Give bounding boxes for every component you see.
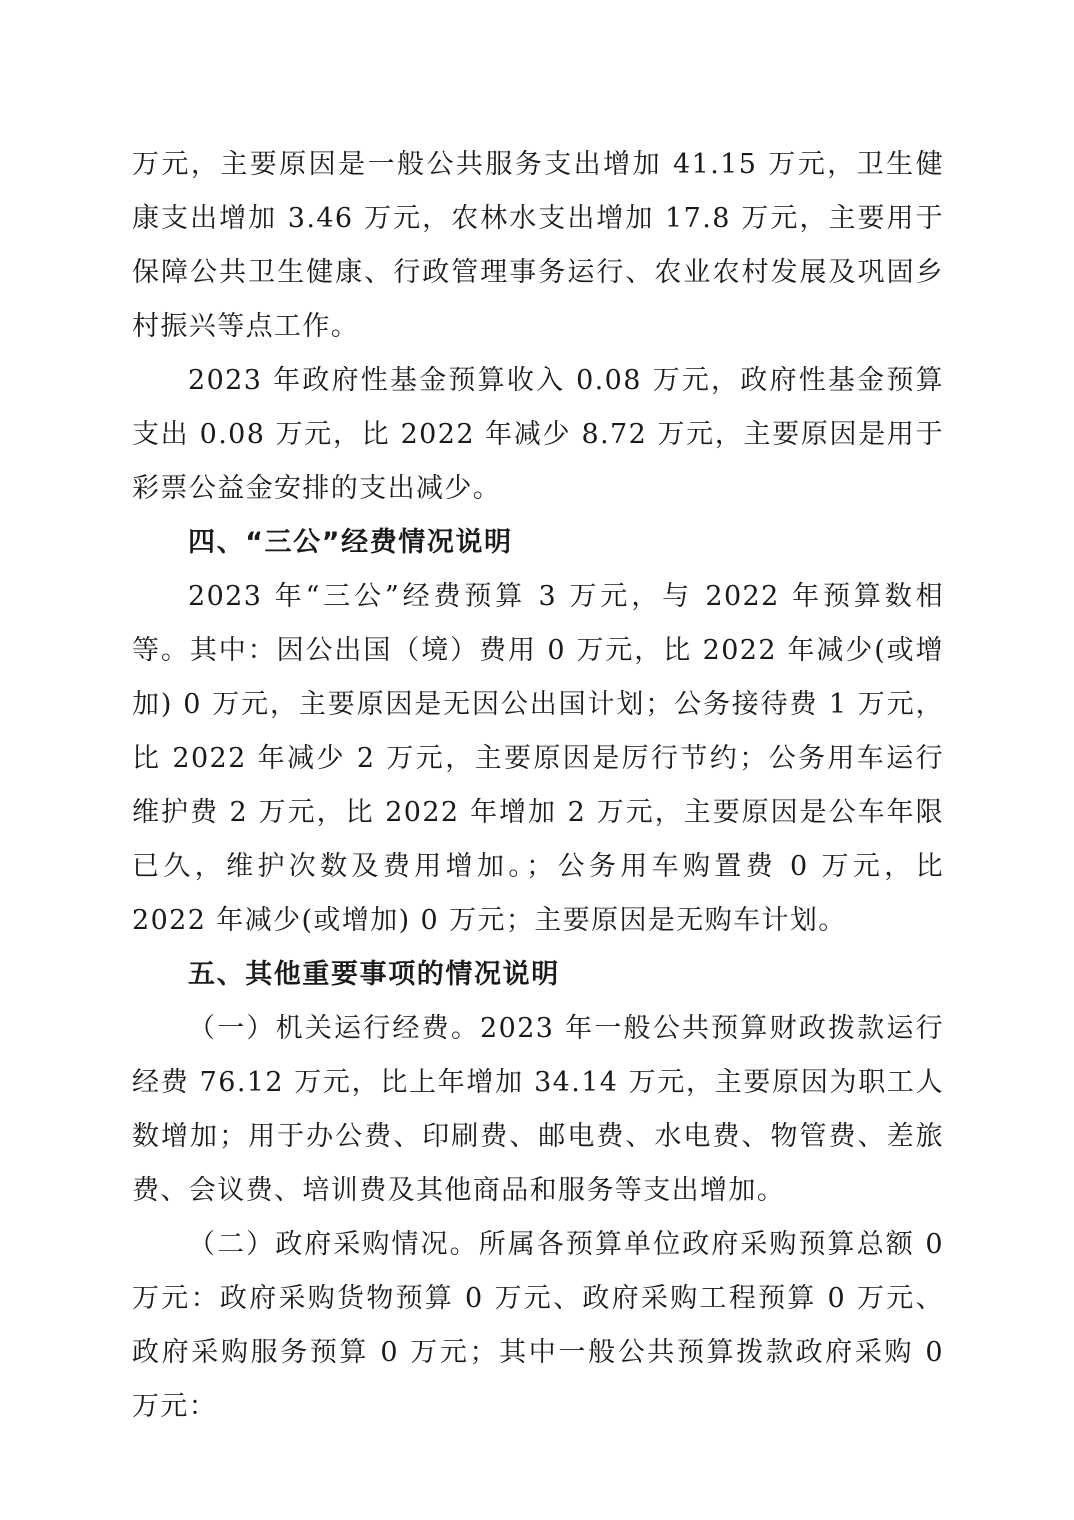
document-page	[132, 138, 944, 1434]
paragraph-operating-expenses: （一）机关运行经费。2023 年一般公共预算财政拨款运行经费 76.12 万元，比上年增加 34.14 万元，主要原因为职工人数增加；用于办公费、印刷费、邮电费、水电费、物管费、差旅费、会议费、培训费及其他商品和服务等支出增加。	[132, 1013, 944, 1206]
section-heading-three-public: 四、“三公”经费情况说明	[188, 527, 513, 558]
paragraph-government-procurement: （二）政府采购情况。所属各预算单位政府采购预算总额 0 万元：政府采购货物预算 0 万元、政府采购工程预算 0 万元、政府采购服务预算 0 万元；其中一般公共预算拨款政府采购 0 万元：	[132, 1229, 944, 1422]
paragraph-government-fund: 2023 年政府性基金预算收入 0.08 万元，政府性基金预算支出 0.08 万元，比 2022 年减少 8.72 万元，主要原因是用于彩票公益金安排的支出减少。	[132, 365, 944, 504]
paragraph-three-public-expenses: 2023 年“三公”经费预算 3 万元，与 2022 年预算数相等。其中：因公出国（境）费用 0 万元，比 2022 年减少(或增加) 0 万元，主要原因是无因公出国计划；公务接待费 1 万元，比 2022 年减少 2 万元，主要原因是厉行节约；公务用车运行维护费 2 万元，比 2022 年增加 2 万元，主要原因是公车年限已久，维护次数及费用增加。；公务用车购置费 0 万元，比 2022 年减少(或增加) 0 万元；主要原因是无购车计划。	[132, 581, 944, 936]
section-heading-other-matters: 五、其他重要事项的情况说明	[188, 959, 560, 990]
paragraph-continuation: 万元，主要原因是一般公共服务支出增加 41.15 万元，卫生健康支出增加 3.46 万元，农林水支出增加 17.8 万元，主要用于保障公共卫生健康、行政管理事务运行、农业农村发展及巩固乡村振兴等点工作。	[132, 149, 944, 342]
